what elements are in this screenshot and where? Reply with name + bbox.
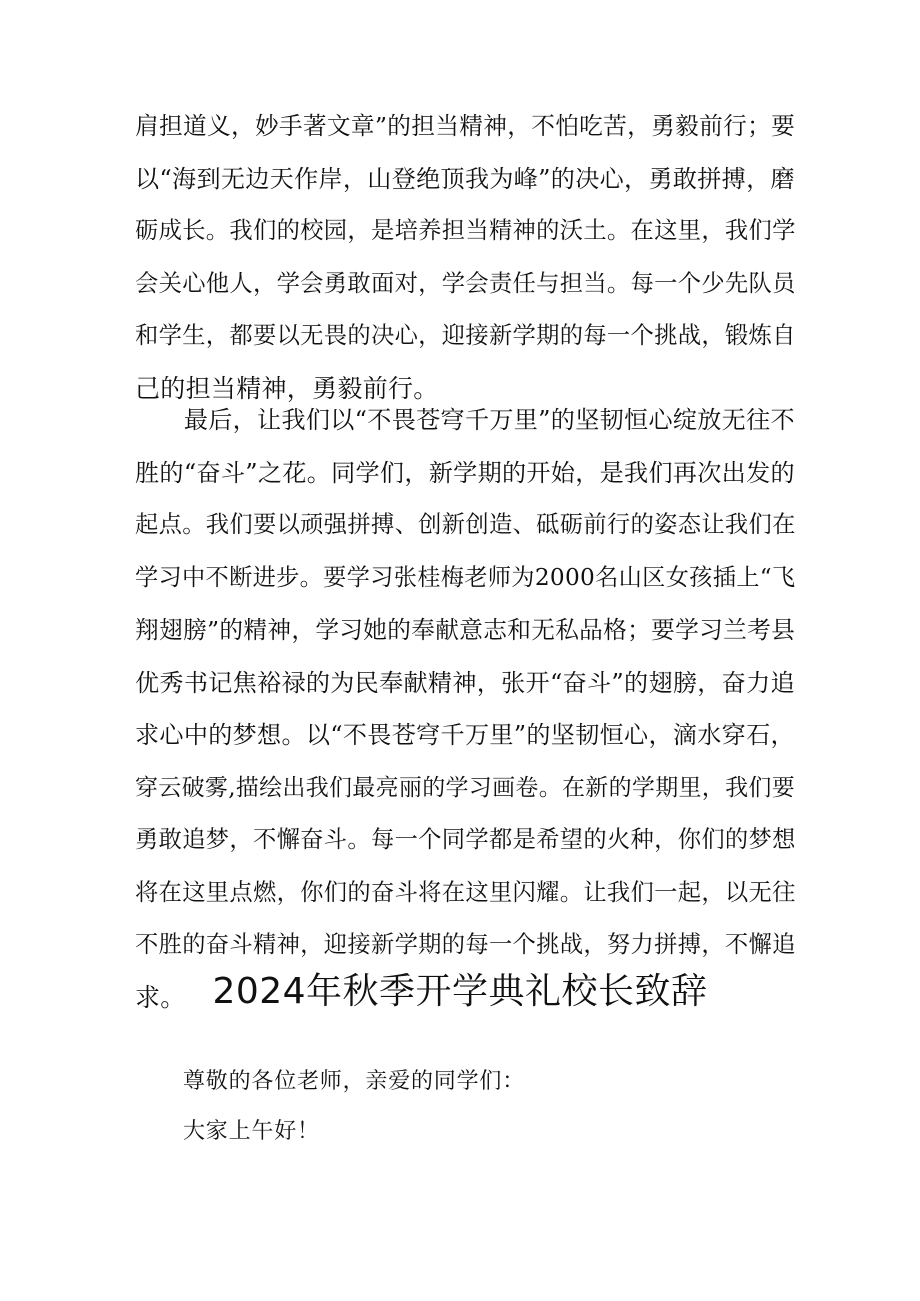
- greeting-line: 大家上午好！: [183, 1119, 320, 1144]
- paragraph-line: 学习中不断进步。要学习张桂梅老师为2000名山区女孩插上“飞: [135, 563, 796, 591]
- paragraph-line: 勇敢追梦，不懈奋斗。每一个同学都是希望的火种，你们的梦想: [135, 826, 796, 853]
- body-paragraph-1: [135, 100, 795, 415]
- paragraph-line: 以“海到无边天作岸，山登绝顶我为峰”的决心，勇敢拼搏，磨: [135, 164, 795, 193]
- body-paragraph-2: [135, 394, 795, 1024]
- paragraph-line: 起点。我们要以顽强拼搏、创新创造、砥砺前行的姿态让我们在: [135, 511, 796, 538]
- paragraph-line: 己的担当精神，勇毅前行。: [135, 373, 439, 403]
- paragraph-line: 穿云破雾,描绘出我们最亮丽的学习画卷。在新的学期里，我们要: [135, 774, 796, 801]
- salutation-line: 尊敬的各位老师，亲爱的同学们：: [183, 1069, 526, 1094]
- paragraph-line: 肩担道义，妙手著文章”的担当精神，不怕吃苦，勇毅前行；要: [135, 112, 796, 140]
- paragraph-line: 会关心他人，学会勇敢面对，学会责任与担当。每一个少先队员: [135, 269, 796, 297]
- paragraph-line: 胜的“奋斗”之花。同学们，新学期的开始，是我们再次出发的: [135, 458, 795, 487]
- paragraph-line: 优秀书记焦裕禄的为民奉献精神，张开“奋斗”的翅膀，奋力追: [135, 668, 795, 697]
- paragraph-line: 求。: [135, 982, 186, 1012]
- paragraph-line: 求心中的梦想。以“不畏苍穹千万里”的坚韧恒心，滴水穿石，: [135, 721, 795, 749]
- paragraph-line: 和学生，都要以无畏的决心，迎接新学期的每一个挑战，锻炼自: [135, 322, 796, 349]
- paragraph-line: 砺成长。我们的校园，是培养担当精神的沃土。在这里，我们学: [135, 217, 796, 244]
- paragraph-line: 将在这里点燃，你们的奋斗将在这里闪耀。让我们一起，以无往: [135, 878, 796, 906]
- paragraph-line: 不胜的奋斗精神，迎接新学期的每一个挑战，努力拼搏，不懈追: [135, 931, 796, 958]
- paragraph-line: 最后，让我们以“不畏苍穹千万里”的坚韧恒心绽放无往不: [135, 406, 795, 434]
- document-title: 2024年秋季开学典礼校长致辞: [212, 971, 708, 1012]
- paragraph-line: 翔翅膀”的精神，学习她的奉献意志和无私品格；要学习兰考县: [135, 616, 796, 644]
